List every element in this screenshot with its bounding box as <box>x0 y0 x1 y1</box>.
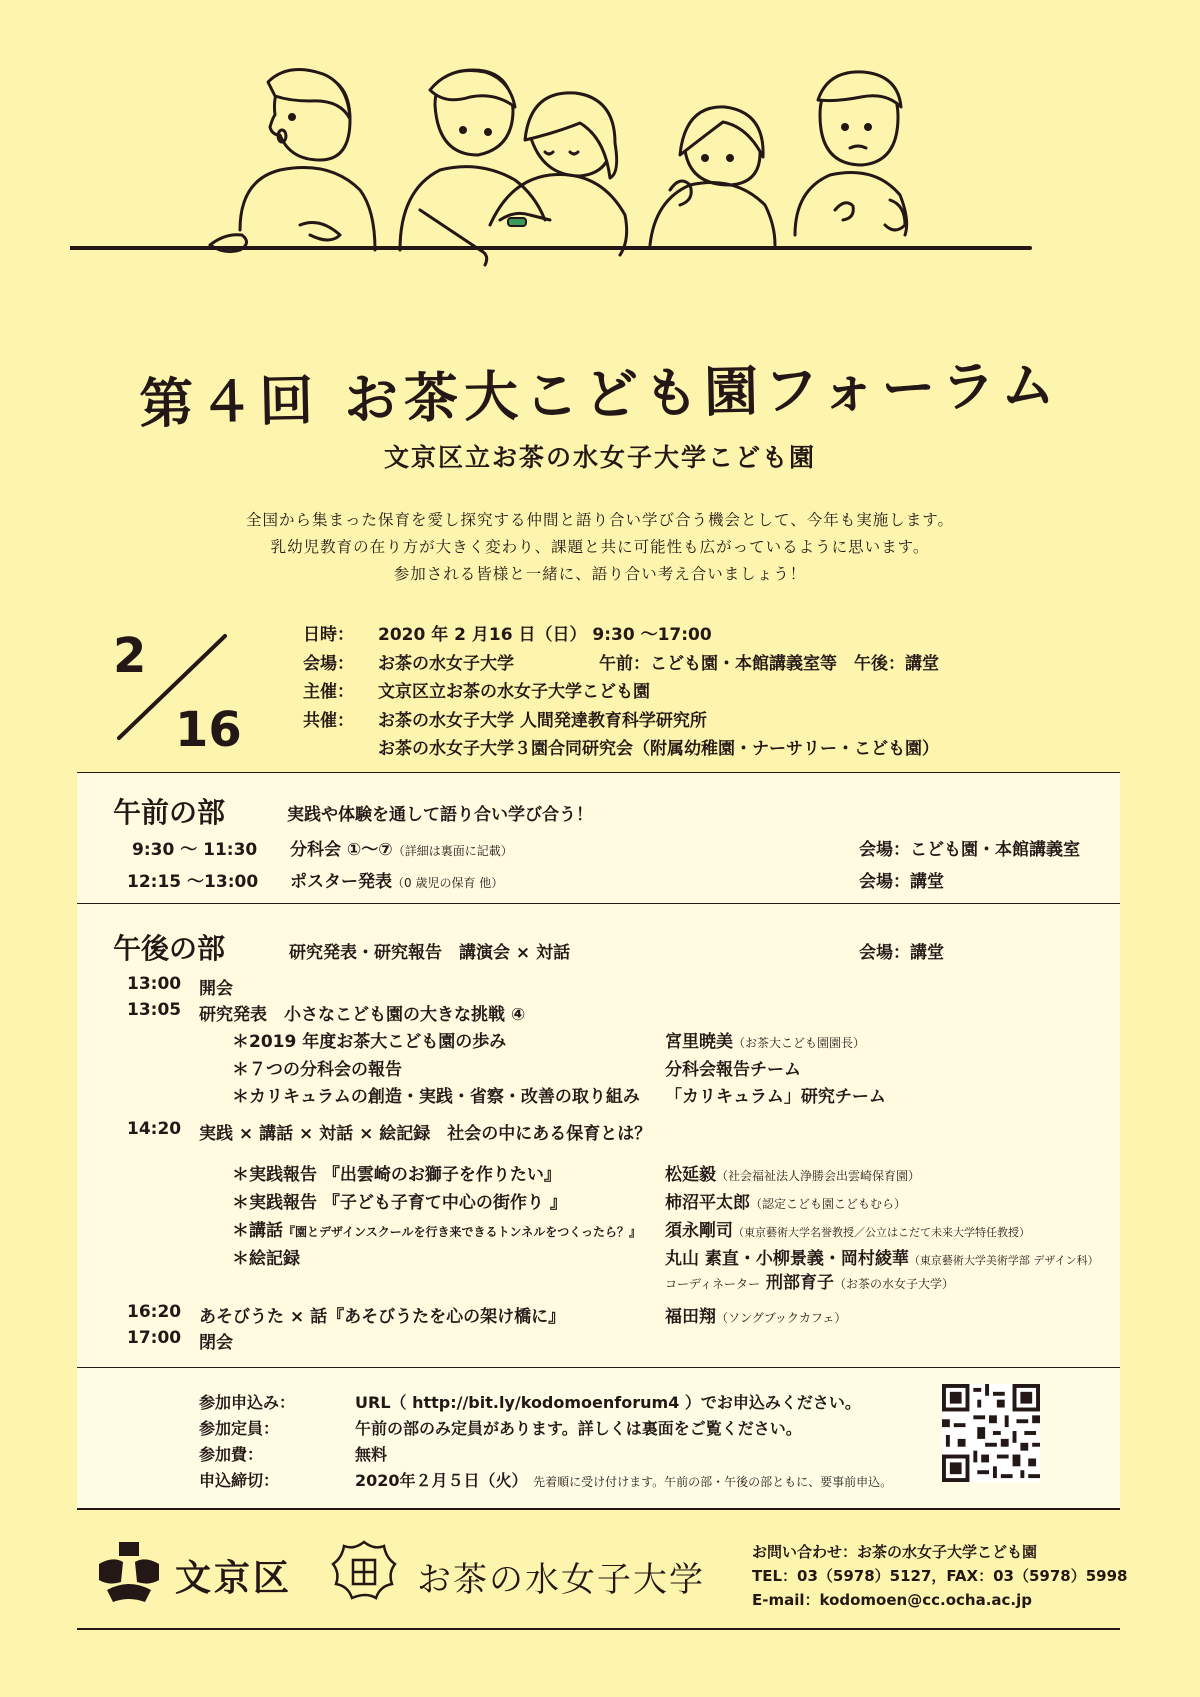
registration-label: 参加申込み： <box>199 1393 296 1412</box>
divider <box>77 1628 1120 1630</box>
registration-label: 参加費： <box>199 1445 264 1464</box>
research-item: ＊カリキュラムの創造・実践・省察・改善の取り組み <box>232 1087 640 1107</box>
talk-title: 『園とデザインスクールを行き来できるトンネルをつくったら？』 <box>283 1225 641 1239</box>
presenter-name: 柿沼平太郎 <box>665 1193 750 1213</box>
morning-subheading: 実践や体験を通して語り合い学び合う！ <box>287 805 593 825</box>
presenter-name: 福田翔 <box>665 1307 716 1327</box>
morning-title-text: ポスター発表 <box>290 872 392 892</box>
presenter <box>665 1160 920 1185</box>
schedule-item: 閉会 <box>199 1333 233 1353</box>
info-key: 日時： <box>303 625 354 645</box>
presenter <box>665 1302 846 1327</box>
morning-venue: 会場：こども園・本館講義室 <box>859 840 1080 860</box>
intro-line: 参加される皆様と一緒に、語り合い考え合いましょう！ <box>393 565 807 583</box>
morning-time: 12:15 ～13:00 <box>127 872 259 892</box>
coordinator-name: 刑部育子 <box>765 1273 834 1293</box>
presenter-name: 須永剛司 <box>665 1221 733 1241</box>
presenter <box>665 1216 1030 1241</box>
morning-note: （0 歳児の保育 他） <box>392 876 504 890</box>
big-date-day: 16 <box>175 702 242 758</box>
coordinator <box>665 1268 954 1293</box>
intro-line: 乳幼児教育の在り方が大きく変わり、課題と共に可能性も広がっているように思います。 <box>270 538 930 556</box>
page-title: 第４回 お茶大こども園フォーラム <box>138 353 1062 436</box>
registration-value <box>355 1468 892 1491</box>
presenter-affiliation: （認定こども園こどもむら） <box>750 1197 907 1211</box>
ochanomizu-emblem-icon <box>329 1538 399 1608</box>
presenter-name: 宮里暁美 <box>665 1032 733 1052</box>
intro-line: 全国から集まった保育を愛し探究する仲間と語り合い学び合う機会として、今年も実施します。 <box>246 511 954 529</box>
presenter-name: 丸山 素直・小柳景義・岡村綾華 <box>665 1249 909 1269</box>
schedule-time: 16:20 <box>127 1302 182 1322</box>
presenter <box>665 1027 865 1052</box>
presenter-name: 松延毅 <box>665 1165 716 1185</box>
presenter-affiliation: （社会福祉法人浄勝会出雲崎保育園） <box>716 1169 921 1183</box>
info-value: 2020 年 2 月16 日（日） 9:30 ～17:00 <box>378 625 712 645</box>
presenter <box>665 1188 906 1213</box>
schedule-time: 13:00 <box>127 974 182 994</box>
info-key: 会場： <box>303 653 354 674</box>
presenter <box>665 1244 1099 1269</box>
contact-line: お問い合わせ：お茶の水女子大学こども園 <box>752 1543 1038 1561</box>
presenter-affiliation: （東京藝術大学美術学部 デザイン科） <box>908 1254 1099 1267</box>
morning-venue: 会場：講堂 <box>859 872 944 892</box>
talk-item: ＊実践報告 『出雲崎のお獅子を作りたい』 <box>232 1165 561 1185</box>
deadline-note: 先着順に受け付けます。午前の部・午後の部ともに、要事前申込。 <box>533 1475 893 1489</box>
schedule-item: 開会 <box>199 979 233 999</box>
coordinator-label: コーディネーター <box>665 1277 761 1291</box>
coordinator-affiliation: （お茶の水女子大学） <box>833 1277 954 1291</box>
registration-label: 参加定員： <box>199 1419 280 1438</box>
schedule-item: あそびうた × 話『あそびうたを心の架け橋に』 <box>199 1307 566 1327</box>
presenter-affiliation: （東京藝術大学名誉教授／公立はこだて未来大学特任教授） <box>733 1226 1030 1239</box>
morning-note: （詳細は裏面に記載） <box>392 844 513 858</box>
morning-time: 9:30 ～ 11:30 <box>132 840 258 860</box>
registration-label: 申込締切： <box>199 1471 280 1490</box>
ochanomizu-logo-text: お茶の水女子大学 <box>417 1560 705 1600</box>
talk-item-text: ＊講話 <box>232 1221 283 1241</box>
morning-title <box>290 835 513 860</box>
contact-email[interactable]: E-mail：kodomoen@cc.ocha.ac.jp <box>752 1591 1032 1609</box>
organizer-subtitle: 文京区立お茶の水女子大学こども園 <box>383 443 816 472</box>
afternoon-venue: 会場：講堂 <box>859 943 944 963</box>
afternoon-subheading: 研究発表・研究報告 講演会 × 対話 <box>289 943 571 963</box>
presenter-affiliation: （ソングブックカフェ） <box>716 1311 847 1325</box>
big-date-month: 2 <box>113 628 147 684</box>
child-figure-5-icon <box>795 72 907 235</box>
talk-item: ＊絵記録 <box>232 1249 300 1269</box>
child-figure-4-icon <box>650 107 775 245</box>
deadline-date: 2020年２月５日（火） <box>355 1471 528 1490</box>
morning-title <box>290 867 503 892</box>
talk-item: ＊実践報告 『子ども子育て中心の街作り 』 <box>232 1193 567 1213</box>
presenter-name: 分科会報告チーム <box>665 1060 801 1080</box>
contact-phone: TEL：03（5978）5127，FAX：03（5978）5998 <box>752 1567 1128 1585</box>
info-key: 主催： <box>303 682 354 702</box>
schedule-time: 14:20 <box>127 1119 182 1139</box>
info-value: お茶の水女子大学３園合同研究会（附属幼稚園・ナーサリー・こども園） <box>378 739 939 759</box>
schedule-time: 17:00 <box>127 1328 182 1348</box>
talk-item <box>232 1216 641 1241</box>
morning-heading: 午前の部 <box>113 796 226 829</box>
schedule-time: 13:05 <box>127 1000 182 1020</box>
info-value: お茶の水女子大学 午前：こども園・本館講義室等 午後：講堂 <box>378 653 939 674</box>
research-item: ＊７つの分科会の報告 <box>232 1060 402 1080</box>
presenter-affiliation: （お茶大こども園園長） <box>733 1036 866 1050</box>
child-figure-2-icon <box>400 70 545 265</box>
registration-value: 無料 <box>355 1445 388 1464</box>
schedule-item: 研究発表 小さなこども園の大きな挑戦 ④ <box>199 1005 526 1025</box>
registration-section <box>77 1368 1120 1508</box>
info-key: 共催： <box>303 710 354 731</box>
afternoon-heading: 午後の部 <box>113 932 226 965</box>
footer <box>77 1530 1128 1630</box>
contact-info <box>752 1540 1127 1612</box>
big-date <box>105 628 245 758</box>
morning-title-text: 分科会 ①～⑦ <box>290 840 393 860</box>
afternoon-section <box>77 904 1120 1367</box>
divider <box>77 1508 1120 1510</box>
registration-value: 午前の部のみ定員があります。詳しくは裏面をご覧ください。 <box>355 1419 802 1438</box>
info-value: 文京区立お茶の水女子大学こども園 <box>378 682 650 702</box>
research-item: ＊2019 年度お茶大こども園の歩み <box>232 1032 507 1052</box>
bunkyo-emblem-icon <box>97 1540 161 1604</box>
schedule-item: 実践 × 講話 × 対話 × 絵記録 社会の中にある保育とは？ <box>199 1124 652 1144</box>
info-value: お茶の水女子大学 人間発達教育科学研究所 <box>378 710 707 731</box>
children-illustration <box>70 60 1130 275</box>
qr-code-icon[interactable] <box>942 1384 1040 1482</box>
morning-section <box>77 773 1120 903</box>
presenter-name: 「カリキュラム」研究チーム <box>665 1087 886 1107</box>
intro-text <box>0 507 1200 588</box>
registration-url[interactable]: URL（ http://bit.ly/kodomoenforum4 ）でお申込みください。 <box>355 1393 861 1412</box>
child-figure-1-icon <box>210 70 375 252</box>
bunkyo-logo-text: 文京区 <box>175 1558 293 1599</box>
